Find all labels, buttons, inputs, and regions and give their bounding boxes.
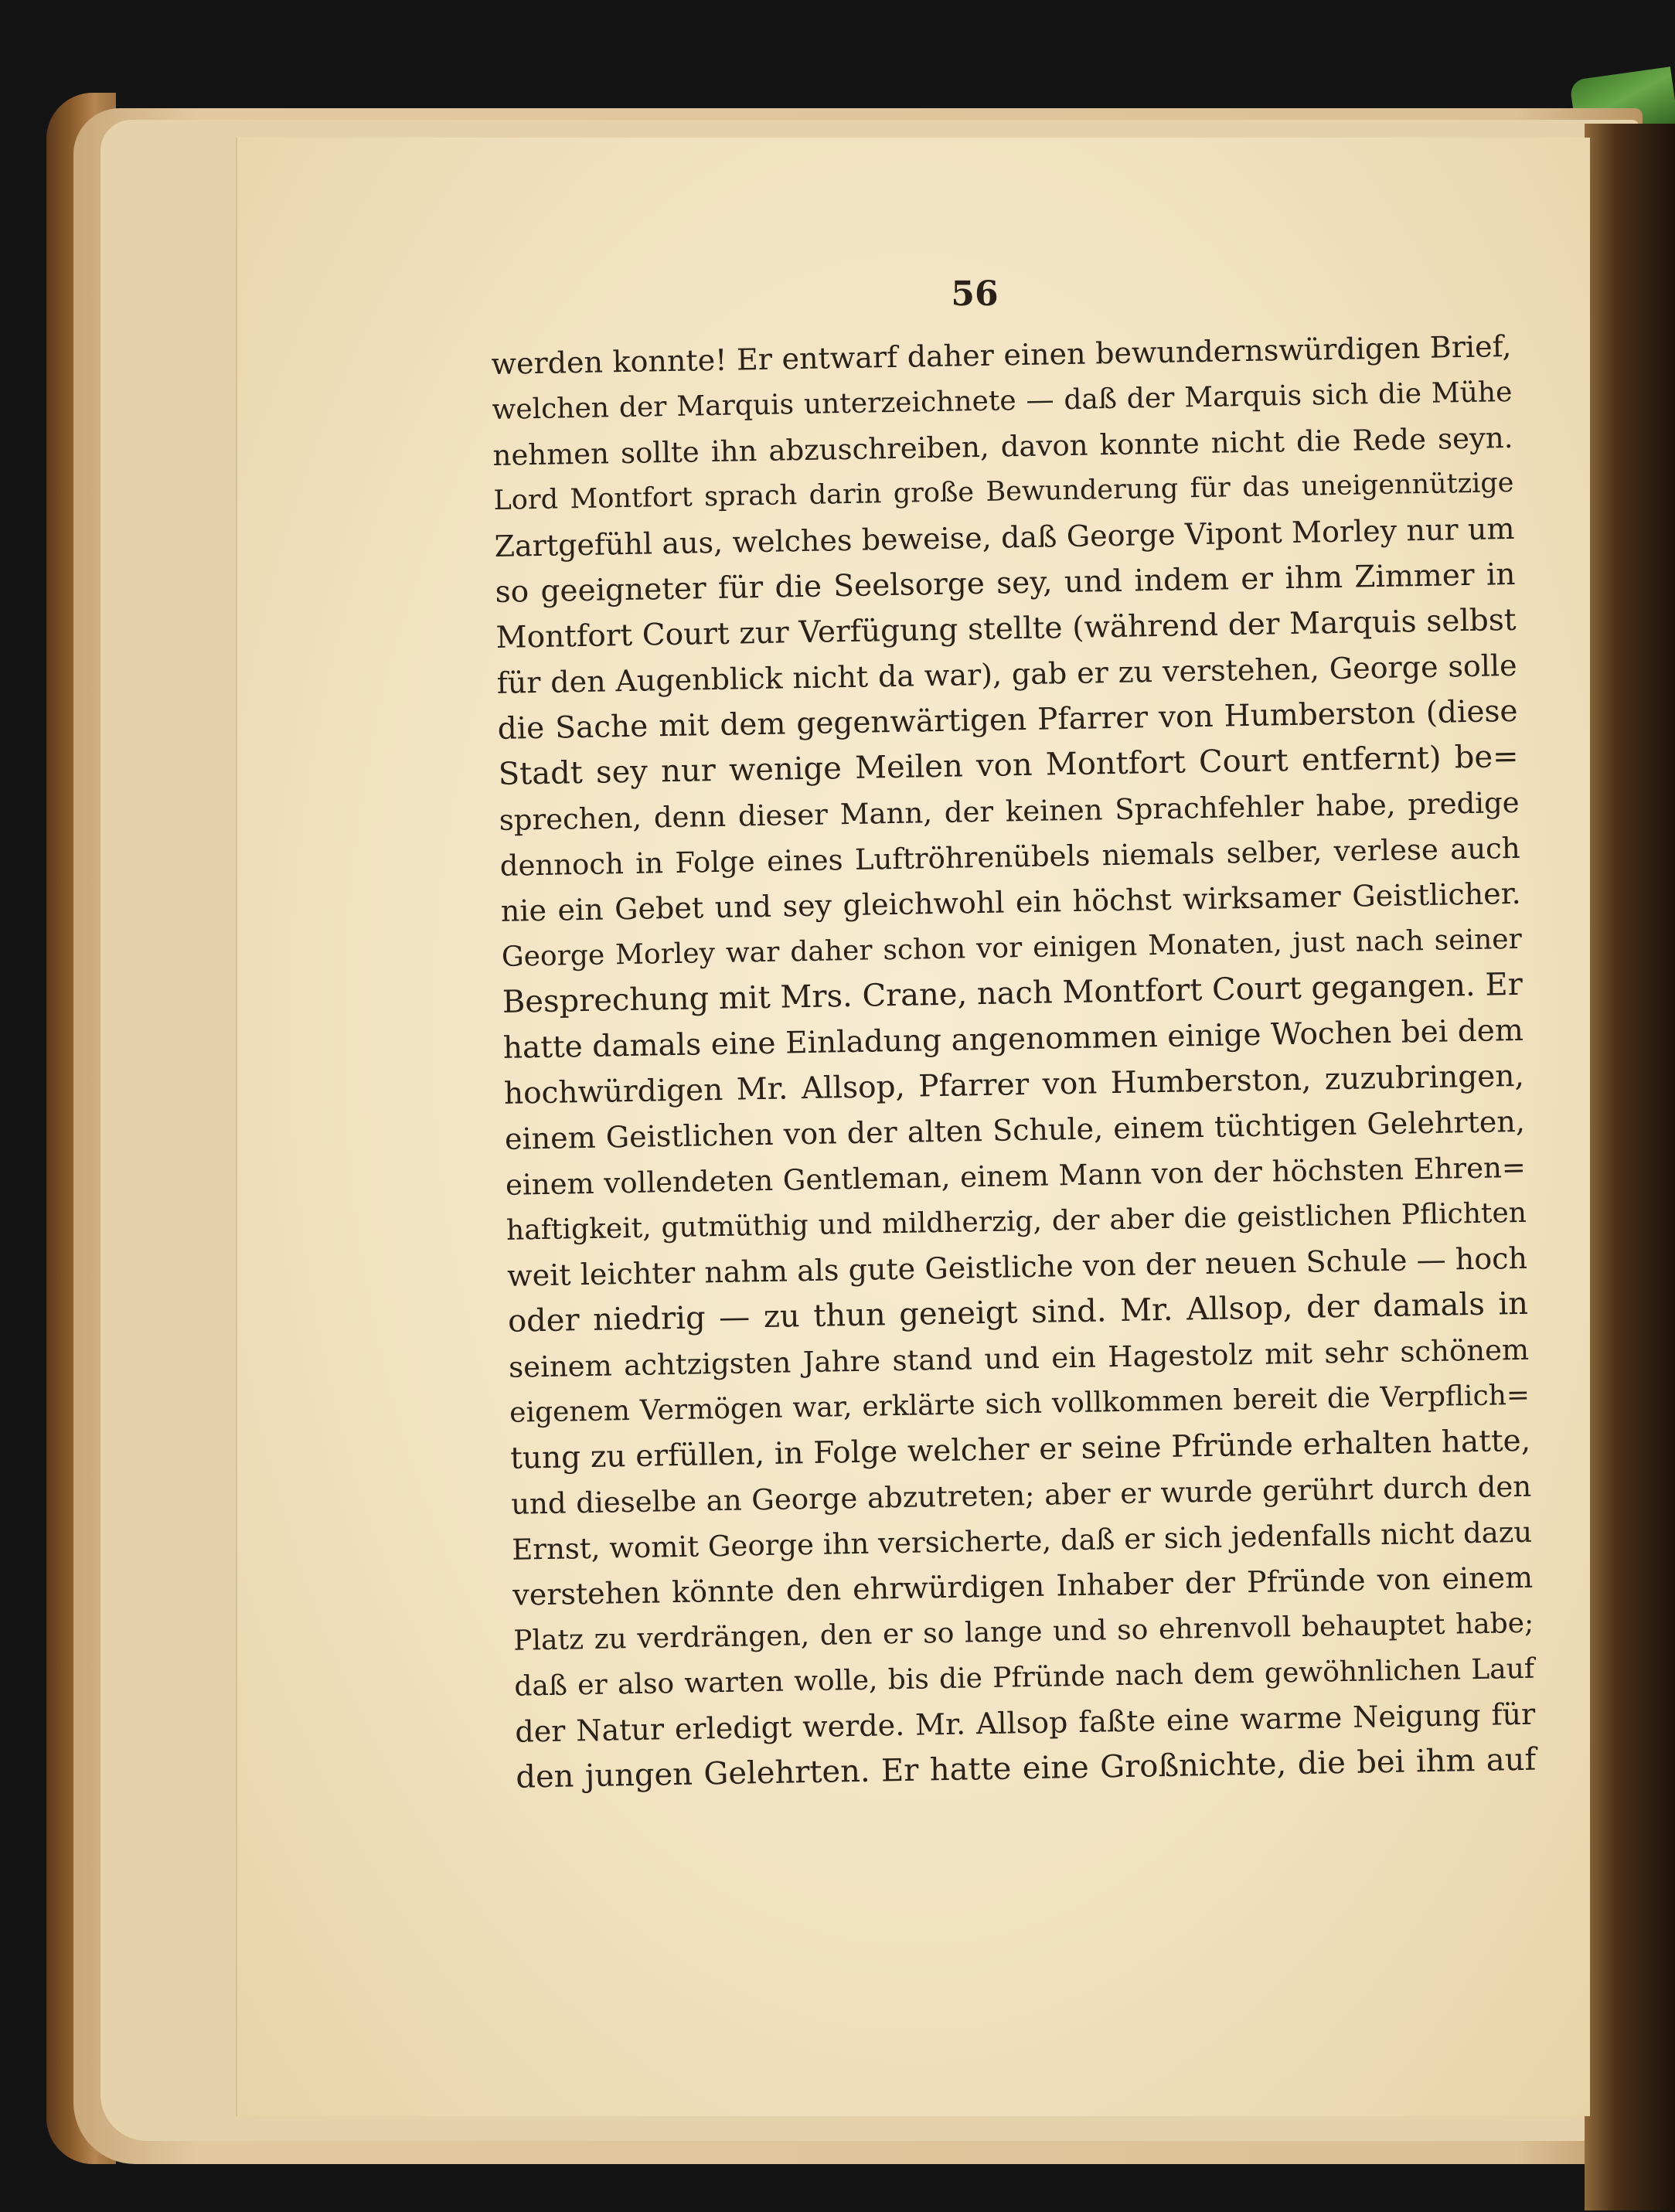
text-line-1: werden konnte! Er entwarf daher einen bewundernswürdigen Brief, [491, 328, 1512, 381]
text-line-4: Lord Montfort sprach darin große Bewunderung für das uneigennützige [493, 467, 1514, 516]
text-line-6: so geeigneter für die Seelsorge sey, und indem er ihm Zimmer in [495, 556, 1516, 610]
text-line-20: haftigkeit, gutmüthig und mildherzig, der aber die geistlichen Pflichten [506, 1196, 1527, 1247]
text-line-8: für den Augenblick nicht da war), gab er zu verstehen, George solle [496, 648, 1517, 700]
text-line-9: die Sache mit dem gegenwärtigen Pfarrer von Humberston (diese [497, 693, 1518, 747]
text-line-14: George Morley war daher schon vor einigen Monaten, just nach seiner [501, 923, 1523, 973]
text-line-17: hochwürdigen Mr. Allsop, Pfarrer von Humberston, zuzubringen, [503, 1058, 1525, 1111]
text-line-19: einem vollendeten Gentleman, einem Mann von der höchsten Ehren= [505, 1150, 1527, 1202]
text-line-29: Platz zu verdrängen, den er so lange und so ehrenvoll behauptet habe; [512, 1607, 1534, 1657]
text-line-32: den jungen Gelehrten. Er hatte eine Großnichte, die bei ihm auf [516, 1741, 1537, 1795]
text-line-13: nie ein Gebet und sey gleichwohl ein höchst wirksamer Geistlicher. [500, 876, 1522, 928]
text-line-27: Ernst, womit George ihn versicherte, daß er sich jedenfalls nicht dazu [511, 1515, 1533, 1567]
page-body-text [491, 324, 1537, 1801]
text-line-10: Stadt sey nur wenige Meilen von Montfort Court entfernt) be= [498, 738, 1519, 792]
text-line-26: und dieselbe an George abzutreten; aber er wurde gerührt durch den [510, 1469, 1532, 1521]
text-line-11: sprechen, denn dieser Mann, der keinen Sprachfehler habe, predige [499, 785, 1520, 837]
text-line-5: Zartgefühl aus, welches beweise, daß George Vipont Morley nur um [494, 511, 1515, 563]
text-line-22: oder niedrig — zu thun geneigt sind. Mr. Allsop, der damals in [507, 1285, 1529, 1339]
text-line-25: tung zu erfüllen, in Folge welcher er seine Pfründe erhalten hatte, [509, 1423, 1531, 1476]
page-number: 56 [951, 274, 999, 314]
text-line-12: dennoch in Folge eines Luftröhrenübels niemals selber, verlese auch [499, 831, 1521, 883]
text-line-16: hatte damals eine Einladung angenommen einige Wochen bei dem [502, 1012, 1524, 1066]
text-line-3: nehmen sollte ihn abzuschreiben, davon konnte nicht die Rede seyn. [492, 420, 1513, 472]
book-gutter [1585, 124, 1675, 2210]
text-line-2: welchen der Marquis unterzeichnete — daß der Marquis sich die Mühe [492, 376, 1513, 426]
text-line-30: daß er also warten wolle, bis die Pfründe nach dem gewöhnlichen Lauf [514, 1652, 1535, 1703]
text-line-18: einem Geistlichen von der alten Schule, einem tüchtigen Gelehrten, [504, 1104, 1526, 1156]
text-line-23: seinem achtzigsten Jahre stand und ein Hagestolz mit sehr schönem [508, 1332, 1530, 1384]
text-line-24: eigenem Vermögen war, erklärte sich vollkommen bereit die Verpflich= [509, 1379, 1530, 1429]
text-line-31: der Natur erledigt werde. Mr. Allsop faßte eine warme Neigung für [515, 1696, 1536, 1749]
text-line-15: Besprechung mit Mrs. Crane, nach Montfort Court gegangen. Er [502, 966, 1524, 1020]
text-line-7: Montfort Court zur Verfügung stellte (während der Marquis selbst [495, 602, 1517, 655]
text-line-21: weit leichter nahm als gute Geistliche von der neuen Schule — hoch [506, 1240, 1528, 1293]
text-line-28: verstehen könnte den ehrwürdigen Inhaber der Pfründe von einem [512, 1560, 1534, 1612]
